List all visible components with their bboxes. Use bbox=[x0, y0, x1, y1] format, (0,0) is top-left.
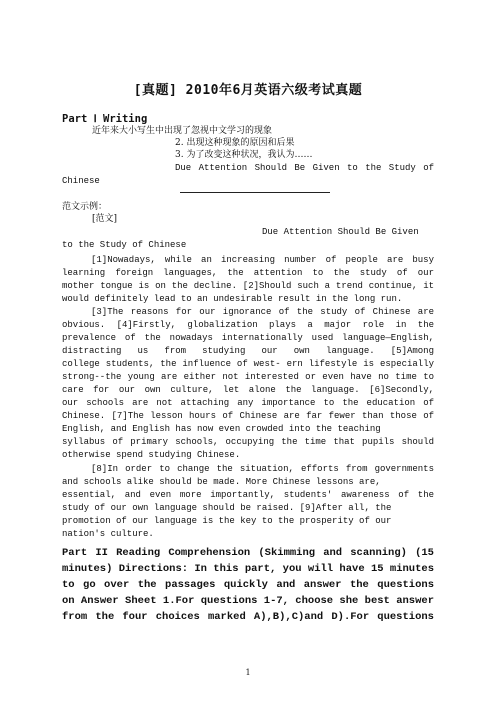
prompt-intro: 近年来大小写生中出现了忽视中文学习的现象 bbox=[92, 126, 273, 136]
part2-line: Part II Reading Comprehension (Skimming and scanning) (15 bbox=[62, 547, 434, 559]
essay-line: would definitely lead to an undesirable result in the long run. bbox=[62, 294, 403, 304]
model-label: [范文] bbox=[92, 214, 118, 224]
page-title: [真题] 2010年6月英语六级考试真题 bbox=[133, 83, 363, 98]
page-number: 1 bbox=[245, 668, 251, 677]
essay-line: distracting us from studying our own language. [5]Among bbox=[62, 346, 434, 356]
sample-label: 范文示例： bbox=[62, 202, 108, 212]
essay-line: college students, the influence of west- ern lifestyle is especially bbox=[62, 359, 434, 369]
essay-line: nation's culture. bbox=[62, 529, 154, 539]
essay-line: English, and English has now even crowded into the teaching bbox=[62, 424, 381, 434]
essay-line: obvious. [4]Firstly, globalization plays a major role in the bbox=[62, 320, 434, 330]
part2-line: to go over the passages quickly and answer the questions bbox=[62, 579, 434, 591]
essay-line: [1]Nowadays, while an increasing number of people are busy bbox=[91, 255, 434, 265]
essay-line: study of our own language should be raised. [9]After all, the bbox=[62, 503, 392, 513]
essay-title-line1: Due Attention Should Be Given to the Study of bbox=[175, 163, 434, 173]
essay-title-line2: Chinese bbox=[62, 176, 100, 186]
essay-line: essential, and even more importantly, students' awareness of the bbox=[62, 490, 434, 500]
model-title-line2: to the Study of Chinese bbox=[62, 240, 187, 250]
essay-line: Chinese. [7]The lesson hours of Chinese are far fewer than those of bbox=[62, 411, 434, 421]
part2-line: on Answer Sheet 1.For questions 1-7, choose she best answer bbox=[62, 595, 434, 607]
essay-line: and schools alike should be made. More Chinese lessons are, bbox=[62, 477, 381, 487]
blank-line bbox=[180, 192, 330, 193]
part1-heading: Part Ⅰ Writing bbox=[62, 113, 148, 125]
essay-line: [8]In order to change the situation, efforts from governments bbox=[91, 464, 434, 474]
essay-line: promotion of our language is the key to the prosperity of our bbox=[62, 516, 392, 526]
essay-line: otherwise spend studying Chinese. bbox=[62, 450, 241, 460]
essay-line: prevalence of the nowadays internationally used language—English, bbox=[62, 333, 434, 343]
model-title-line1: Due Attention Should Be Given bbox=[262, 227, 419, 237]
essay-line: our schools are not attaching any importance to the education of bbox=[62, 398, 434, 408]
essay-line: strong--the young are either not interested or even have no time to bbox=[62, 372, 434, 382]
essay-line: mother tongue is on the decline. [2]Should such a trend continue, it bbox=[62, 281, 434, 291]
part2-line: from the four choices marked A),B),C)and D).For questions bbox=[62, 611, 434, 623]
essay-line: syllabus of primary schools, occupying the time that pupils should bbox=[62, 437, 434, 447]
prompt-point-3: 3. 为了改变这种状况，我认为…… bbox=[175, 150, 313, 160]
essay-line: learning foreign languages, the attention to the study of our bbox=[62, 268, 434, 278]
prompt-point-2: 2. 出现这种现象的原因和后果 bbox=[175, 138, 295, 148]
essay-line: care for our own culture, let alone the language. [6]Secondly, bbox=[62, 385, 434, 395]
essay-line: [3]The reasons for our ignorance of the study of Chinese are bbox=[91, 307, 434, 317]
part2-line: minutes) Directions: In this part, you will have 15 minutes bbox=[62, 563, 434, 575]
